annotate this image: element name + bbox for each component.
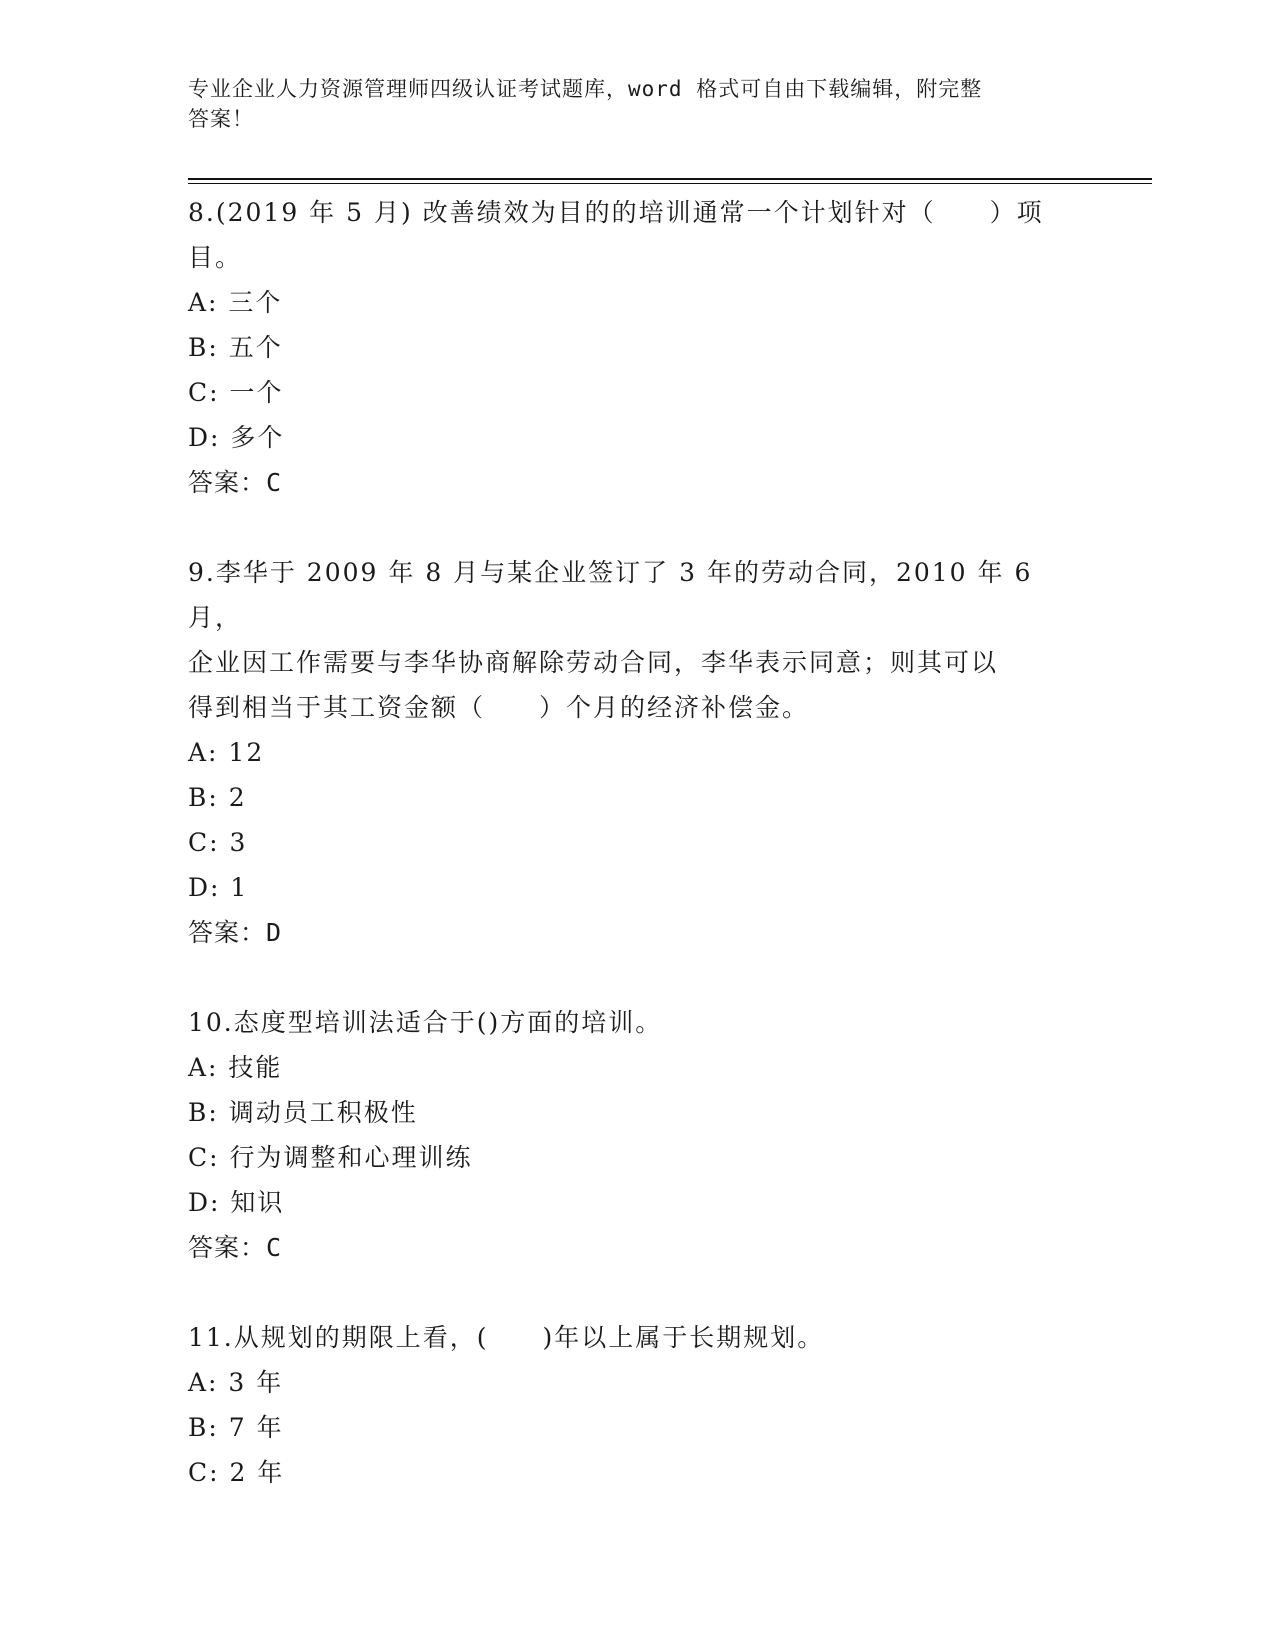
question-stem-line: 10.态度型培训法适合于()方面的培训。 [188, 1008, 663, 1037]
question-11 [188, 1315, 1068, 1495]
question-stem-line: 8.(2019 年 5 月) 改善绩效为目的的培训通常一个计划针对（ ）项 [188, 198, 1044, 227]
question-9 [188, 550, 1068, 955]
option-a: A: 三个 [188, 288, 283, 317]
question-stem-line: 得到相当于其工资金额（ ）个月的经济补偿金。 [188, 693, 810, 722]
header-divider-thin [188, 183, 1152, 184]
header-line-2: 答案！ [188, 107, 254, 131]
question-stem-line: 9.李华于 2009 年 8 月与某企业签订了 3 年的劳动合同，2010 年 6 月， [188, 558, 1033, 632]
option-d: D: 知识 [188, 1188, 285, 1217]
answer-line: 答案：D [188, 918, 283, 947]
option-a: A: 12 [188, 738, 265, 767]
option-c: C: 3 [188, 828, 248, 857]
option-b: B: 2 [188, 783, 247, 812]
question-spacer [188, 505, 1068, 550]
question-stem-line: 11.从规划的期限上看，( )年以上属于长期规划。 [188, 1323, 825, 1352]
option-b: B: 五个 [188, 333, 283, 362]
question-list [188, 190, 1068, 1495]
answer-line: 答案：C [188, 468, 283, 497]
option-c: C: 行为调整和心理训练 [188, 1143, 473, 1172]
document-header [188, 74, 1068, 134]
option-a: A: 技能 [188, 1053, 283, 1082]
question-10 [188, 1000, 1068, 1270]
answer-line: 答案：C [188, 1233, 283, 1262]
option-d: D: 1 [188, 873, 249, 902]
question-8 [188, 190, 1068, 505]
header-line-1: 专业企业人力资源管理师四级认证考试题库，word 格式可自由下载编辑，附完整 [188, 77, 983, 101]
option-c: C: 一个 [188, 378, 284, 407]
option-a: A: 3 年 [188, 1368, 284, 1397]
option-b: B: 调动员工积极性 [188, 1098, 418, 1127]
question-spacer [188, 955, 1068, 1000]
option-d: D: 多个 [188, 423, 285, 452]
question-spacer [188, 1270, 1068, 1315]
option-b: B: 7 年 [188, 1413, 284, 1442]
option-c: C: 2 年 [188, 1458, 285, 1487]
question-stem-line: 目。 [188, 243, 243, 272]
question-stem-line: 企业因工作需要与李华协商解除劳动合同，李华表示同意；则其可以 [188, 648, 999, 677]
header-divider-thick [188, 178, 1152, 180]
